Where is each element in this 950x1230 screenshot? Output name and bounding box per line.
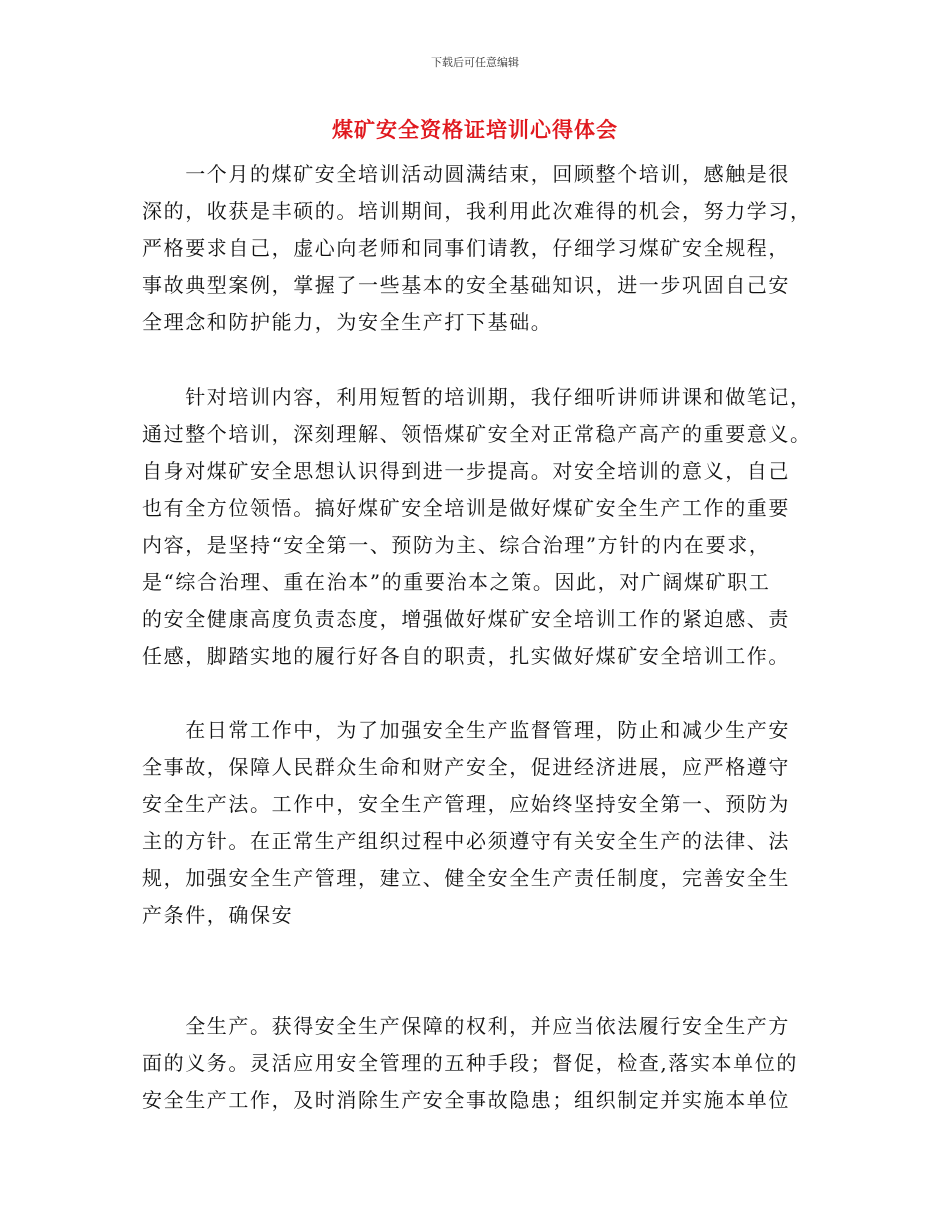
paragraph-line: 主的方针。在正常生产组织过程中必须遵守有关安全生产的法律、法 [142, 829, 790, 853]
paragraph-line: 是“综合治理、重在治本”的重要治本之策。因此，对广阔煤矿职工 [142, 570, 771, 594]
paragraph-line: 的安全健康高度负责态度，增强做好煤矿安全培训工作的紧迫感、责 [142, 607, 790, 631]
paragraph-line: 深的，收获是丰硕的。培训期间，我利用此次难得的机会，努力学习， [142, 199, 812, 223]
paragraph-line: 规，加强安全生产管理，建立、健全安全生产责任制度，完善安全生 [142, 866, 790, 890]
paragraph-line: 面的义务。灵活应用安全管理的五种手段；督促，检查,落实本单位的 [142, 1051, 798, 1075]
paragraph-line: 自身对煤矿安全思想认识得到进一步提高。对安全培训的意义，自己 [142, 459, 790, 483]
paragraph-4 [142, 1008, 822, 1119]
paragraph-line: 任感，脚踏实地的履行好各自的职责，扎实做好煤矿安全培训工作。 [142, 644, 790, 668]
paragraph-line: 也有全方位领悟。搞好煤矿安全培训是做好煤矿安全生产工作的重要 [142, 496, 790, 520]
paragraph-line: 全理念和防护能力，为安全生产打下基础。 [142, 310, 553, 334]
paragraph-line: 全生产。获得安全生产保障的权利，并应当依法履行安全生产方 [142, 1014, 790, 1038]
paragraph-1 [142, 156, 822, 341]
header-note: 下载后可任意编辑 [431, 56, 519, 69]
paragraph-line: 安全生产工作，及时消除生产安全事故隐患；组织制定并实施本单位 [142, 1088, 790, 1112]
document-title: 煤矿安全资格证培训心得体会 [332, 118, 618, 142]
paragraph-line: 一个月的煤矿安全培训活动圆满结束，回顾整个培训，感触是很 [142, 162, 790, 186]
paragraph-line: 通过整个培训，深刻理解、领悟煤矿安全对正常稳产高产的重要意义。 [142, 422, 812, 446]
paragraph-line: 针对培训内容，利用短暂的培训期，我仔细听讲师讲课和做笔记， [142, 385, 812, 409]
paragraph-line: 产条件，确保安 [142, 903, 294, 927]
paragraph-line: 全事故，保障人民群众生命和财产安全，促进经济进展，应严格遵守 [142, 755, 790, 779]
paragraph-2 [142, 379, 822, 675]
paragraph-line: 事故典型案例，掌握了一些基本的安全基础知识，进一步巩固自己安 [142, 273, 790, 297]
paragraph-3 [142, 712, 822, 934]
paragraph-line: 安全生产法。工作中，安全生产管理，应始终坚持安全第一、预防为 [142, 792, 790, 816]
paragraph-line: 内容，是坚持“安全第一、预防为主、综合治理”方针的内在要求， [142, 533, 771, 557]
paragraph-line: 严格要求自己，虚心向老师和同事们请教，仔细学习煤矿安全规程， [142, 236, 790, 260]
paragraph-line: 在日常工作中，为了加强安全生产监督管理，防止和减少生产安 [142, 718, 790, 742]
